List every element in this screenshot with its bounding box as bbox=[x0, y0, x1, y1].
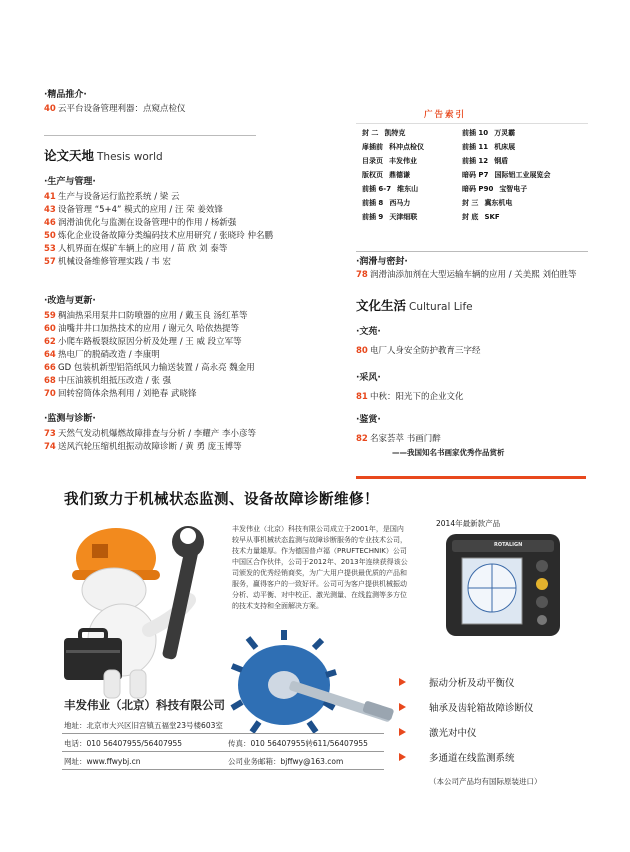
ad-position: 前插 10 bbox=[462, 129, 489, 137]
page-number: 81 bbox=[356, 392, 368, 402]
page-number: 53 bbox=[44, 244, 56, 254]
entry-title: 生产与设备运行监控系统 / 梁 云 bbox=[58, 192, 180, 202]
email-label: 公司业务邮箱： bbox=[228, 757, 281, 766]
toc-entry[interactable] bbox=[44, 244, 227, 255]
section-header: ·监测与诊断· bbox=[44, 414, 96, 424]
feature-item: 轴承及齿轮箱故障诊断仪 bbox=[429, 703, 534, 714]
toc-entry[interactable] bbox=[44, 350, 160, 361]
ad-advertiser: 万灵霸 bbox=[494, 129, 516, 137]
ad-index-item[interactable] bbox=[462, 170, 550, 180]
page-number: 64 bbox=[44, 350, 56, 360]
right-divider bbox=[356, 251, 588, 252]
ad-advertiser: 鼎德谦 bbox=[389, 171, 410, 179]
page-number: 74 bbox=[44, 442, 56, 452]
page-number: 43 bbox=[44, 205, 56, 215]
feature-bullet-icon bbox=[399, 703, 406, 711]
ad-index-item[interactable] bbox=[362, 156, 417, 166]
entry-title: 送风汽轮压缩机组振动故障诊断 / 黄 勇 庞玉博等 bbox=[58, 442, 242, 452]
ad-index-item[interactable] bbox=[362, 212, 417, 222]
phone-label: 电话： bbox=[64, 739, 87, 748]
ad-top-rule bbox=[356, 476, 586, 479]
web-label: 网址： bbox=[64, 757, 87, 766]
entry-title: 炼化企业设备故障分类编码技术应用研究 / 张晓玲 仲名鹏 bbox=[58, 231, 273, 241]
culture-title-cn: 文化生活 bbox=[356, 298, 407, 313]
page-number: 60 bbox=[44, 324, 56, 334]
section-header: ·采风· bbox=[356, 373, 381, 383]
page-number: 50 bbox=[44, 231, 56, 241]
ad-index-item[interactable] bbox=[362, 170, 410, 180]
entry-title: 油嘴井井口加热技术的应用 / 谢元久 哈依热提等 bbox=[58, 324, 239, 334]
page-number: 80 bbox=[356, 346, 368, 356]
feature-bullet-icon bbox=[399, 753, 406, 761]
ad-index-frame-top bbox=[356, 123, 588, 124]
toc-entry[interactable] bbox=[44, 429, 256, 440]
feature-item: 激光对中仪 bbox=[429, 728, 477, 739]
email-value[interactable]: bjffwy@163.com bbox=[280, 757, 344, 766]
ad-headline: 我们致力于机械状态监测、设备故障诊断维修！ bbox=[64, 492, 379, 508]
ad-advertiser: 天津细联 bbox=[389, 213, 418, 221]
ad-index-item[interactable] bbox=[362, 142, 424, 152]
ad-position: 版权页 bbox=[362, 171, 383, 179]
ad-position: 暗码 P7 bbox=[462, 171, 489, 179]
toc-entry[interactable] bbox=[44, 389, 196, 400]
page-number: 46 bbox=[44, 218, 56, 228]
toc-entry[interactable] bbox=[356, 434, 441, 445]
feature-bullet-icon bbox=[399, 728, 406, 736]
ad-index-item[interactable] bbox=[462, 184, 527, 194]
product-caption: 2014年最新款产品 bbox=[436, 519, 501, 528]
page-number: 68 bbox=[44, 376, 56, 386]
entry-title: 机械设备维修管理实践 / 韦 宏 bbox=[58, 257, 171, 267]
entry-title: 小爬车路板裂纹原因分析及处理 / 王 威 段立军等 bbox=[58, 337, 242, 347]
ad-position: 前插 12 bbox=[462, 157, 489, 165]
address-value: 北京市大兴区旧宫镇五福堂23号楼603室 bbox=[86, 721, 223, 730]
page-number: 73 bbox=[44, 429, 56, 439]
culture-subnote: ——我国知名书画家优秀作品赏析 bbox=[392, 448, 505, 457]
thesis-title-cn: 论文天地 bbox=[44, 148, 95, 163]
device-brand: ROTALIGN bbox=[494, 542, 523, 548]
ad-position: 前插 6-7 bbox=[362, 185, 392, 193]
gear-shaft-illustration bbox=[214, 630, 404, 740]
page-number: 40 bbox=[44, 104, 56, 114]
entry-title: 人机界面在煤矿车辆上的应用 / 苗 欣 刘 泰等 bbox=[58, 244, 228, 254]
page-number: 57 bbox=[44, 257, 56, 267]
ad-index-item[interactable] bbox=[362, 184, 418, 194]
section-header: ·生产与管理· bbox=[44, 177, 96, 187]
ad-advertiser: 机床展 bbox=[494, 143, 516, 151]
ad-position: 扉插前 bbox=[362, 143, 383, 151]
ad-body-text: 丰发伟业（北京）科技有限公司成立于2001年，是国内较早从事机械状态监测与故障诊断服务的专业技术公司，技术力量雄厚。作为德国普卢福（PRUFTECHNIK）公司中国区合作伙伴，公司于2012年、2013年连续获得该公司颁发的优秀经销商奖，为广大用户提供最优质的产品和服务，赢得客户的一致好评。公司可为客户提供机械振动分析、动平衡、对中校正、激光测量、在线监测等多方位的技术支持和全面解决方案。 bbox=[232, 525, 408, 610]
toc-entry[interactable] bbox=[44, 311, 247, 322]
page-number: 70 bbox=[44, 389, 56, 399]
entry-title: 名家荟萃 书画门醉 bbox=[370, 434, 441, 444]
section-header: ·精品推介· bbox=[44, 90, 87, 100]
page-number: 66 bbox=[44, 363, 56, 373]
feature-bullet-icon bbox=[399, 678, 406, 686]
ad-advertiser: 科冲点检仪 bbox=[389, 143, 424, 151]
address-label: 地址： bbox=[64, 721, 87, 730]
toc-entry[interactable] bbox=[44, 442, 242, 453]
contact-underline bbox=[62, 751, 384, 752]
fax-line bbox=[228, 738, 368, 749]
toc-entry[interactable] bbox=[44, 324, 239, 335]
toc-entry[interactable] bbox=[44, 257, 171, 268]
company-name: 丰发伟业（北京）科技有限公司 bbox=[64, 698, 225, 712]
ad-position: 封 三 bbox=[462, 199, 479, 207]
toc-entry[interactable] bbox=[44, 205, 223, 216]
section-header: ·改造与更新· bbox=[44, 296, 96, 306]
ad-advertiser: 丰发伟业 bbox=[389, 157, 417, 165]
toc-entry[interactable] bbox=[44, 218, 236, 229]
fax-value: 010 56407955转611/56407955 bbox=[250, 739, 368, 748]
entry-title: 热电厂的脱硝改造 / 李康明 bbox=[58, 350, 160, 360]
entry-title: 中秋：阳光下的企业文化 bbox=[370, 392, 464, 402]
page-number: 59 bbox=[44, 311, 56, 321]
thesis-title bbox=[44, 146, 163, 164]
feature-item: 振动分析及动平衡仪 bbox=[429, 678, 515, 689]
advertisement bbox=[44, 480, 592, 825]
ad-index-item[interactable] bbox=[362, 128, 405, 138]
toc-entry[interactable] bbox=[44, 192, 179, 203]
feature-item: 多通道在线监测系统 bbox=[429, 753, 515, 764]
page-number: 78 bbox=[356, 270, 368, 280]
ad-position: 前插 9 bbox=[362, 213, 384, 221]
contact-underline bbox=[62, 733, 384, 734]
phone-line bbox=[64, 738, 182, 749]
ad-index-item[interactable] bbox=[462, 156, 508, 166]
address-line bbox=[64, 720, 223, 731]
thesis-title-en: Thesis world bbox=[97, 151, 163, 163]
toc-entry[interactable] bbox=[44, 337, 242, 348]
page-number: 82 bbox=[356, 434, 368, 444]
toc-entry[interactable] bbox=[356, 346, 481, 357]
toc-entry[interactable] bbox=[44, 231, 273, 242]
contact-underline bbox=[62, 769, 384, 770]
fax-label: 传真： bbox=[228, 739, 251, 748]
entry-title: 回转窑筒体余热利用 / 刘艳春 武晓锋 bbox=[58, 389, 197, 399]
ad-position: 前插 8 bbox=[362, 199, 384, 207]
ad-position: 目录页 bbox=[362, 157, 383, 165]
page-number: 41 bbox=[44, 192, 56, 202]
ad-index-item[interactable] bbox=[462, 128, 515, 138]
toc-entry[interactable] bbox=[356, 270, 576, 281]
entry-title: 云平台设备管理利器：点窥点检仪 bbox=[58, 104, 186, 114]
culture-title bbox=[356, 296, 473, 314]
section-header: ·文苑· bbox=[356, 327, 381, 337]
culture-title-en: Cultural Life bbox=[409, 301, 473, 313]
email-line bbox=[228, 756, 343, 767]
entry-title: 设备管理 “5+4” 模式的应用 / 汪 荣 姜效锋 bbox=[58, 205, 223, 215]
left-divider bbox=[44, 135, 256, 136]
ad-index-title: 广告索引 bbox=[424, 110, 467, 120]
ad-advertiser: 凯特克 bbox=[384, 129, 406, 137]
ad-index-item[interactable] bbox=[462, 142, 515, 152]
toc-entry[interactable] bbox=[356, 392, 464, 403]
ad-advertiser: 宝智电子 bbox=[499, 185, 528, 193]
ad-advertiser: SKF bbox=[484, 213, 500, 221]
entry-title: 天然气发动机爆燃故障排查与分析 / 李耀产 李小彦等 bbox=[58, 429, 256, 439]
web-value[interactable]: www.ffwybj.cn bbox=[86, 757, 141, 766]
ad-advertiser: 西马力 bbox=[389, 199, 411, 207]
ad-advertiser: 冀东机电 bbox=[484, 199, 513, 207]
entry-title: GD 包装机新型铝箔纸风力输送装置 / 高永亮 魏金用 bbox=[58, 363, 255, 373]
page-number: 62 bbox=[44, 337, 56, 347]
phone-value: 010 56407955/56407955 bbox=[86, 739, 183, 748]
entry-title: 润滑油优化与监测在设备管理中的作用 / 杨新强 bbox=[58, 218, 237, 228]
toc-entry[interactable] bbox=[44, 376, 171, 387]
ad-advertiser: 国际铝工业展览会 bbox=[494, 171, 551, 179]
ad-index-item[interactable] bbox=[362, 198, 410, 208]
ad-position: 前插 11 bbox=[462, 143, 489, 151]
ad-index-item[interactable] bbox=[462, 198, 512, 208]
entry-title: 电厂人身安全防护教育三字经 bbox=[370, 346, 481, 356]
entry-title: 稠油热采用泵井口防喷器的应用 / 戴玉良 汤红革等 bbox=[58, 311, 248, 321]
ad-advertiser: 钢盾 bbox=[494, 157, 509, 165]
web-line bbox=[64, 756, 140, 767]
entry-title: 润滑油添加剂在大型运输车辆的应用 / 关美熙 刘伯胜等 bbox=[370, 270, 577, 280]
ad-advertiser: 维东山 bbox=[397, 185, 419, 193]
ad-position: 封 底 bbox=[462, 213, 479, 221]
section-header: ·润滑与密封· bbox=[356, 257, 408, 267]
ad-position: 封 二 bbox=[362, 129, 379, 137]
mascot-with-wrench-illustration bbox=[54, 520, 224, 700]
ad-position: 暗码 P90 bbox=[462, 185, 494, 193]
ad-index-item[interactable] bbox=[462, 212, 500, 222]
features-note: （本公司产品均有国际原装进口） bbox=[429, 777, 542, 786]
entry-title: 中压油簇机组抵压改造 / 张 强 bbox=[58, 376, 171, 386]
section-header: ·鉴赏· bbox=[356, 415, 381, 425]
toc-entry[interactable] bbox=[44, 104, 186, 115]
toc-entry[interactable] bbox=[44, 363, 255, 374]
